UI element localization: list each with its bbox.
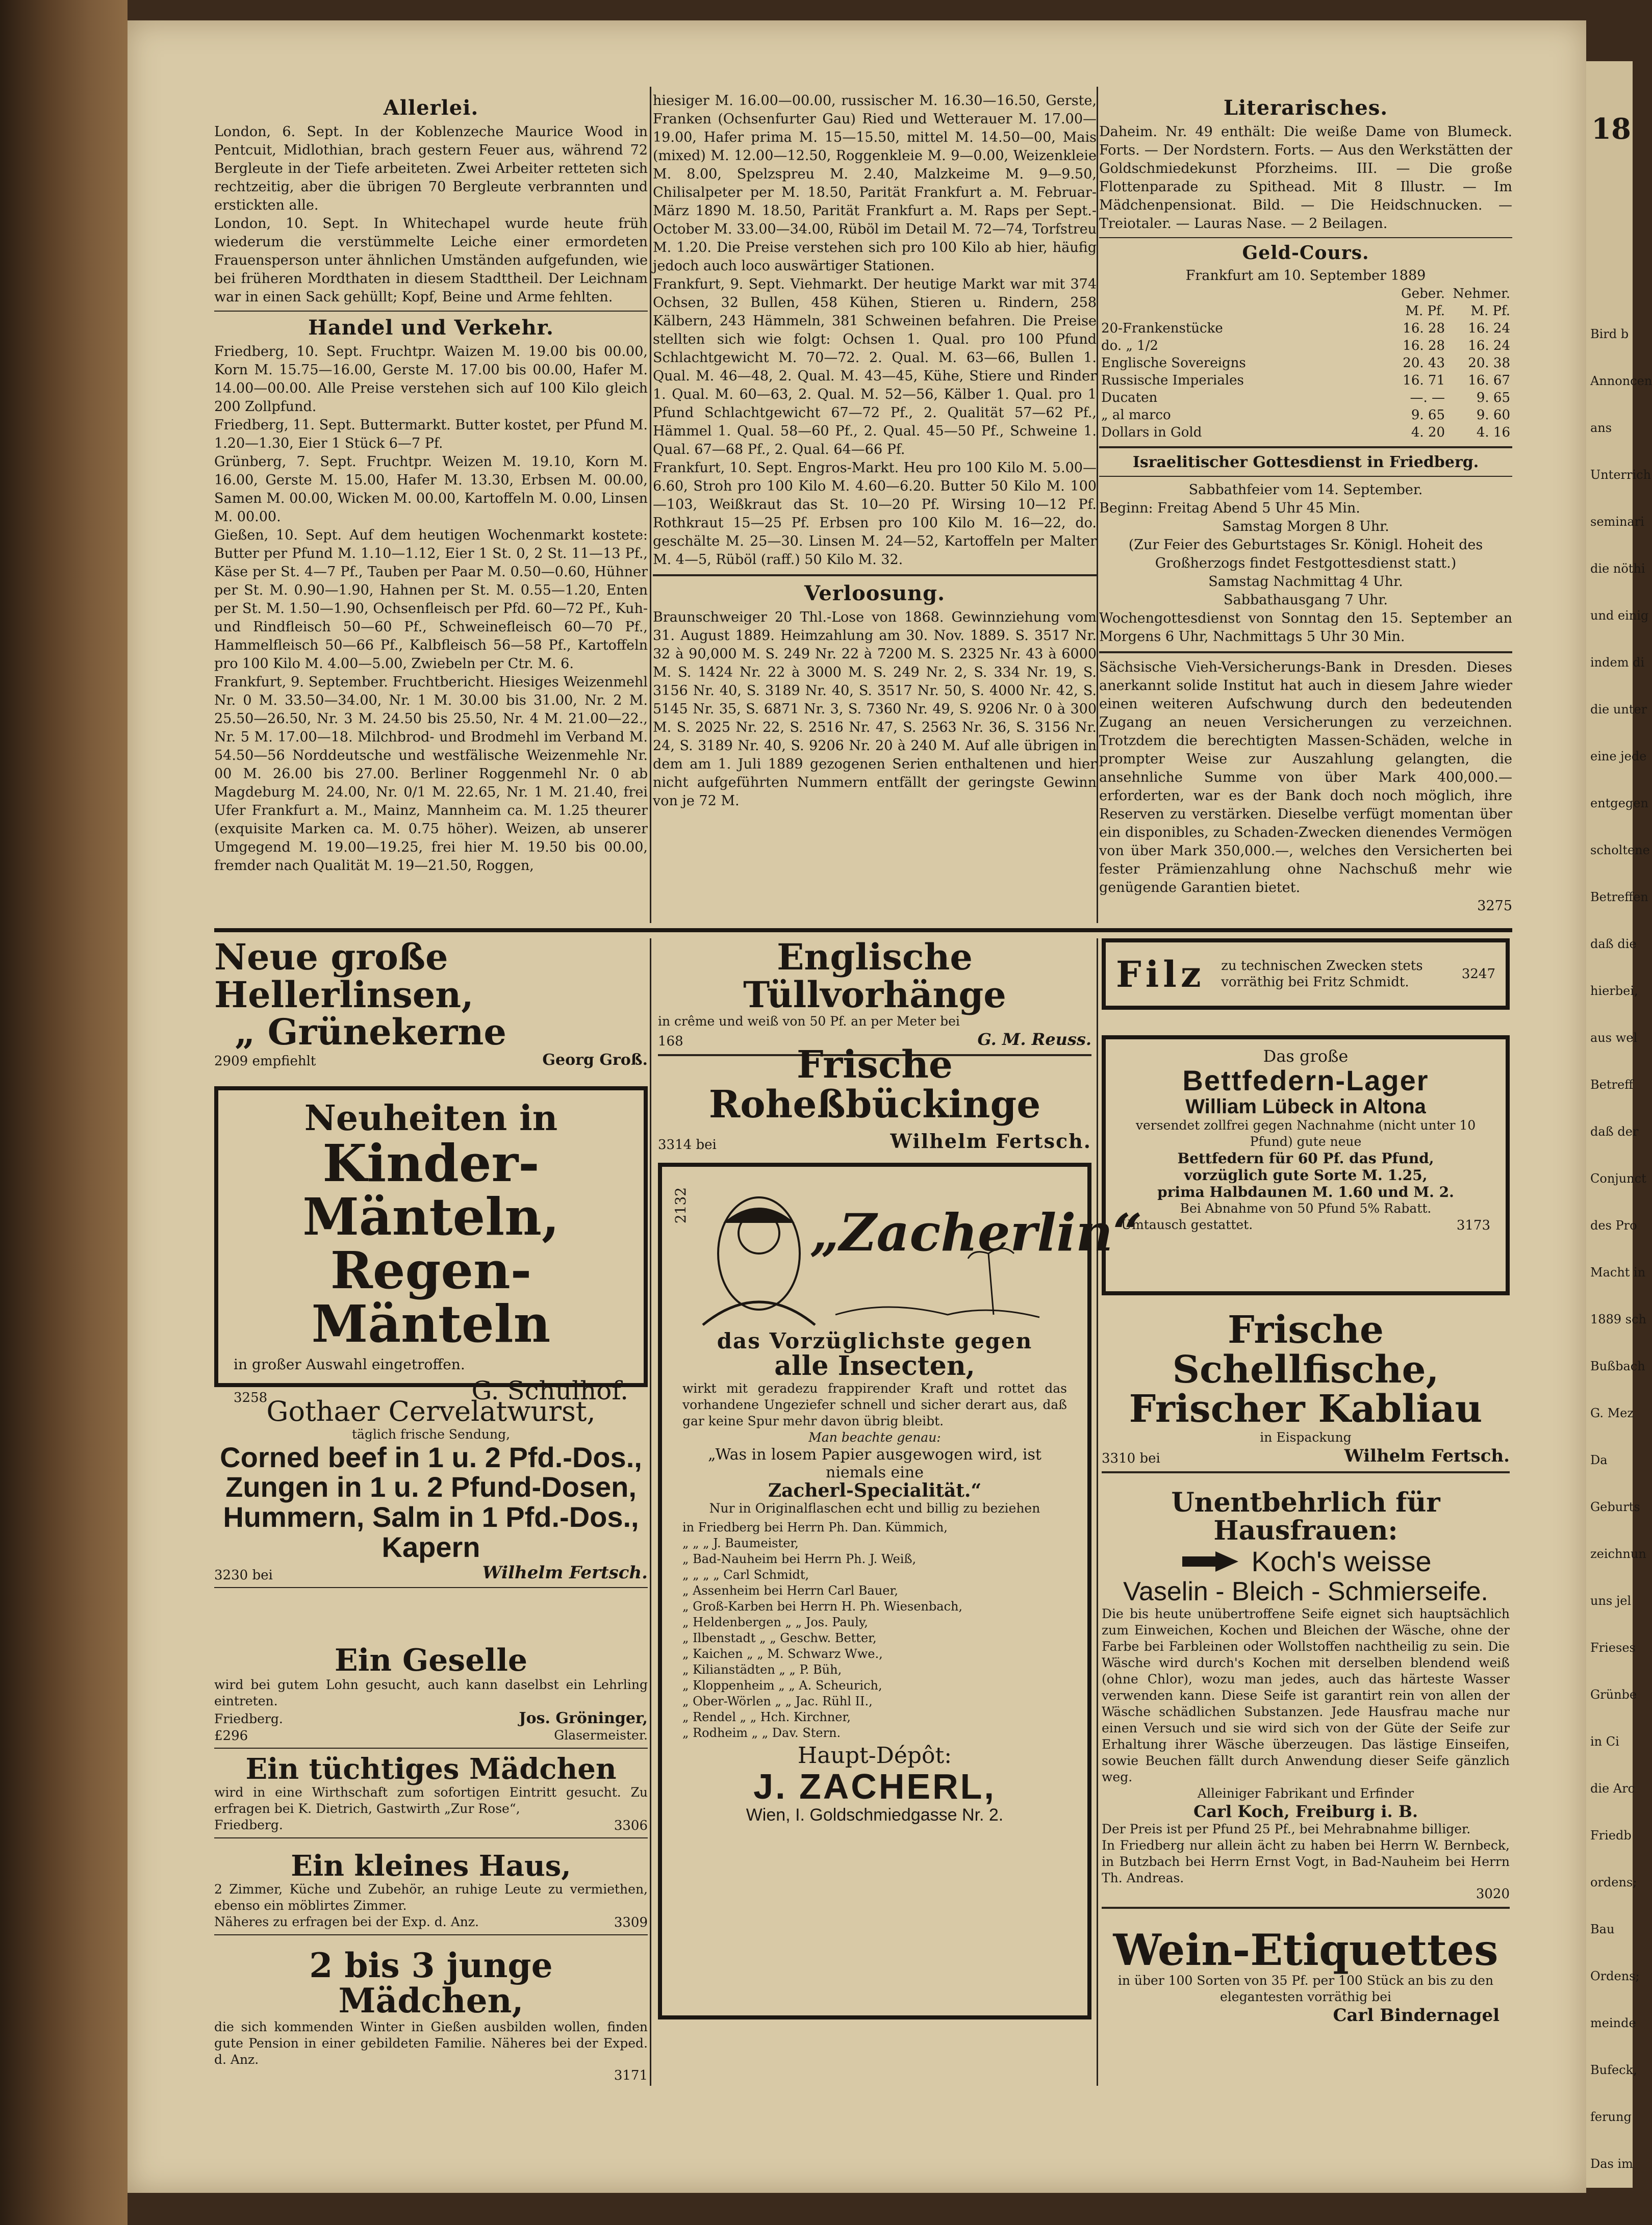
list-item: „ Kloppenheim „ „ A. Scheurich,: [682, 1678, 882, 1693]
vieh-bank-text: Sächsische Vieh-Versicherungs-Bank in Dresden. Dieses anerkannt solide Institut hat auch in diesem Jahre wieder einen weiteren Aufschwung durch den bedeutenden Zugang an neuen Versicherungen zu verzeichnen. Trotzdem die berechtigten Massen-Schäden, welche in prompter Weise zur Auszahlung gelangten, die ansehnliche Summe von über Mark 400,000.— erforderten, war es der Bank doch noch möglich, ihre Reserven zu verstärken. Dieselbe verfügt momentan über ein disponibles, zu Schaden-Zwecken dienendes Vermögen von über Mark 350,000.—, welches den Versicherten bei fester Prämienzahlung ohne Nachschuß mehr wie genügende Garantien bietet.: [1099, 659, 1512, 896]
ad-text: Haupt-Dépôt:: [797, 1743, 952, 1769]
literarisches-title: Literarisches.: [1223, 96, 1388, 120]
ad-headline: Unentbehrlich für Hausfrauen:: [1171, 1487, 1440, 1546]
nehmer-value: 16. 67: [1468, 373, 1510, 388]
handel-continued: hiesiger M. 16.00—00.00, russischer M. 16.30—16.50, Gerste, Franken (Ochsenfurter Gau) Ried und Wetterauer M. 17.00—19.00, Hafer prima M. 15—15.50, mittel M. 14.50—00, Mais (mixed) M. 12.00—12.50, Roggenkleie M. 9—0.00, Weizenkleie M. 8.00, Spelzspreu M. 2.40, Malzkeime M. 9—9.50, Chilisalpeter per M. 18.50, Parität Frankfurt a. M. Februar-März 1890 M. 18.50, Parität Frankfurt a. M. Raps per Sept.-October M. 33.00—34.00, Rüböl im Detail M. 72—74, Torfstreu M. 1.20. Die Preise verstehen sich pro 100 Kilo ab hier, häufig jedoch auch loco auswärtiger Stationen.: [653, 93, 1097, 274]
edge-fragment: ordens;: [1590, 1875, 1637, 1889]
ad-address: Wien, I. Goldschmiedgasse Nr. 2.: [746, 1805, 1004, 1825]
divider: [214, 311, 648, 312]
ad-text: Bei Abnahme von 50 Pfund 5% Rabatt.: [1180, 1200, 1432, 1216]
table-row: [1099, 354, 1512, 372]
column-divider: [650, 87, 651, 923]
geld-cours-table: [1099, 285, 1512, 441]
geber-value: 16. 28: [1403, 338, 1445, 353]
ad-number: 3310: [1102, 1451, 1136, 1467]
edge-fragment: Frieses: [1590, 1641, 1636, 1655]
table-row: [1099, 285, 1512, 302]
edge-fragment: Bufeck,: [1590, 2063, 1637, 2077]
edge-fragment: Annoncen: [1590, 374, 1652, 388]
edge-fragment: und einig: [1590, 608, 1649, 623]
edge-fragment: meinde: [1590, 2016, 1636, 2030]
edge-fragment: des Pro: [1590, 1218, 1637, 1233]
column-header: Nehmer.: [1453, 286, 1510, 301]
column-divider: [1097, 938, 1098, 2086]
ad-number: 3306: [614, 1818, 648, 1833]
ad-text: bei: [1139, 1451, 1160, 1467]
divider: [214, 1837, 648, 1838]
edge-fragment: in Ci: [1590, 1734, 1619, 1749]
gottesdienst-line: Sabbathausgang 7 Uhr.: [1224, 592, 1388, 608]
list-item: „ Assenheim bei Herrn Carl Bauer,: [682, 1583, 898, 1598]
geber-value: 4. 20: [1411, 425, 1445, 440]
ad-headline: 2 bis 3 junge Mädchen,: [309, 1946, 553, 2021]
ad-location: Friedberg.: [214, 1817, 283, 1832]
divider: [1099, 446, 1512, 448]
table-row: [1099, 424, 1512, 441]
geld-cours-subtitle: Frankfurt am 10. September 1889: [1185, 268, 1426, 284]
ad-bueckinge: [658, 1045, 1091, 1153]
currency-name: Englische Sovereigns: [1101, 355, 1246, 371]
verloosung-text: Braunschweiger 20 Thl.-Lose von 1868. Gewinnziehung vom 31. August 1889. Heimzahlung am 30. Nov. 1889. S. 3517 Nr. 32 à 90,000 M. S. 249 Nr. 22 à 7200 M. S. 2325 Nr. 43 à 6000 M. S. 1424 Nr. 22 à 3000 M. S. 249 Nr. 2, S. 334 Nr. 19, S. 3156 Nr. 40, S. 3189 Nr. 40, S. 3517 Nr. 50, S. 4000 Nr. 42, S. 5145 Nr. 35, S. 6871 Nr. 3, S. 7360 Nr. 49, S. 9206 Nr. 0 à 300 M. S. 2025 Nr. 22, S. 2516 Nr. 47, S. 2563 Nr. 36, S. 3156 Nr. 24, S. 3189 Nr. 40, S. 9206 Nr. 20 à 240 M. Auf alle übrigen in dem am 1. Juli 1889 gezogenen Serien enthaltenen und hier nicht aufgeführten Nummern entfällt der geringste Gewinn von je 72 M.: [653, 609, 1097, 809]
edge-fragment: Conjunct: [1590, 1171, 1646, 1186]
ad-filz: [1102, 938, 1510, 1010]
edge-fragment: 1889 sch: [1590, 1312, 1646, 1326]
edge-fragment: Ordens;: [1590, 1969, 1640, 1983]
handel-text-1: Friedberg, 10. Sept. Fruchtpr. Waizen M. 19.00 bis 00.00, Korn M. 15.75—16.00, Gerste M. 17.00 bis 00.00, Hafer M. 14.00—00.00. Alle Preise verstehen sich auf 100 Kilo gleich 200 Zollpfund.: [214, 344, 648, 415]
allerlei-title: Allerlei.: [383, 96, 479, 120]
ad-headline: Kapern: [382, 1531, 480, 1564]
list-item: „ „ „ J. Baumeister,: [682, 1536, 799, 1551]
ad-headline: Neuheiten in: [304, 1098, 558, 1139]
edge-fragment: Bau: [1590, 1922, 1615, 1936]
ad-headline: „Zacherlin“: [810, 1203, 1142, 1263]
ad-number: 3258: [234, 1390, 268, 1406]
book-binding: [0, 0, 128, 2225]
list-item: „ Bad-Nauheim bei Herrn Ph. J. Weiß,: [682, 1552, 917, 1567]
ad-headline: Koch's weisse: [1251, 1545, 1432, 1578]
edge-fragment: hierbei,: [1590, 984, 1638, 998]
geber-value: 20. 43: [1403, 355, 1445, 371]
list-item: „ Kaichen „ „ M. Schwarz Wwe.,: [682, 1647, 883, 1661]
gottesdienst-line: Beginn: Freitag Abend 5 Uhr 45 Min.: [1099, 500, 1360, 516]
edge-fragment: scholtene: [1590, 843, 1650, 857]
ad-merchant: Wilhelm Fertsch.: [482, 1562, 648, 1583]
column-unit: M. Pf.: [1405, 303, 1445, 319]
ad-headline: Corned beef in 1 u. 2 Pfd.-Dos.,: [220, 1441, 642, 1473]
table-row: [1099, 389, 1512, 406]
ad-text: zu technischen Zwecken stets vorräthig bei Fritz Schmidt.: [1221, 958, 1423, 990]
ad-number: 168: [658, 1034, 683, 1049]
ad-headline: Kinder-Mänteln,: [302, 1133, 560, 1247]
ad-text: prima Halbdaunen M. 1.60 und M. 2.: [1157, 1183, 1454, 1200]
list-item: „ Ober-Wörlen „ „ Jac. Rühl II.,: [682, 1694, 873, 1709]
geber-value: 16. 71: [1403, 373, 1445, 388]
ad-text: „Was in losem Papier ausgewogen wird, ist niemals eine: [708, 1445, 1041, 1481]
geber-value: 9. 65: [1411, 407, 1445, 423]
ad-text: Nur in Originalflaschen echt und billig zu beziehen: [709, 1501, 1040, 1516]
ad-text: Umtausch gestattet.: [1121, 1217, 1253, 1232]
ad-headline: Bettfedern-Lager: [1182, 1064, 1429, 1096]
ad-number: 3020: [1476, 1886, 1510, 1902]
edge-fragment: Macht in: [1590, 1265, 1646, 1280]
divider: [214, 1587, 648, 1588]
currency-name: Dollars in Gold: [1101, 425, 1202, 440]
edge-fragment: Da: [1590, 1453, 1608, 1467]
table-row: [1099, 372, 1512, 389]
ad-text: Der Preis ist per Pfund 25 Pf., bei Mehrabnahme billiger.: [1102, 1821, 1471, 1836]
ad-number: 3309: [614, 1914, 648, 1930]
ad-headline: Ein tüchtiges Mädchen: [245, 1752, 617, 1786]
ad-headline: Wein-Etiquettes: [1113, 1925, 1498, 1975]
ad-text: Glasermeister.: [554, 1728, 648, 1743]
list-item: „ Groß-Karben bei Herrn H. Ph. Wiesenbach,: [682, 1599, 963, 1614]
divider: [1099, 651, 1512, 653]
ad-merchant: Wilhelm Fertsch.: [1344, 1446, 1510, 1467]
edge-fragment: Betreff: [1590, 1078, 1634, 1092]
handel-title: Handel und Verkehr.: [308, 316, 554, 340]
geber-value: —. —: [1410, 390, 1445, 405]
ad-text: bei: [696, 1137, 717, 1153]
ad-text: Das große: [1263, 1046, 1349, 1066]
geber-value: 16. 28: [1403, 321, 1445, 336]
ad-text: wird in eine Wirthschaft zum sofortigen Eintritt gesucht. Zu erfragen bei K. Dietrich, Gastwirth „Zur Rose“,: [214, 1784, 648, 1816]
ad-merchant: Carl Bindernagel: [1333, 2005, 1499, 2026]
handel-text-3: Grünberg, 7. Sept. Fruchtpr. Weizen M. 19.10, Korn M. 16.00, Gerste M. 15.00, Hafer M. 13.30, Erbsen M. 00.00, Samen M. 00.00, Wicken M. 00.00, Kartoffeln M. 0.00, Linsen M. 00.00.: [214, 454, 648, 525]
ad-schellfische: [1102, 1308, 1510, 1478]
column-unit: M. Pf.: [1470, 303, 1510, 319]
ad-headline: Frischer Kabliau: [1129, 1387, 1483, 1431]
ad-schulhof: [214, 1086, 648, 1406]
list-item: „ Heldenbergen „ „ Jos. Pauly,: [682, 1615, 868, 1630]
edge-fragment: ferung: [1590, 2110, 1632, 2124]
ad-headline: Frische Schellfische,: [1172, 1308, 1439, 1392]
edge-fragment: Unterrich: [1590, 468, 1651, 482]
ad-text: in über 100 Sorten von 35 Pf. per 100 Stück an bis zu den elegantesten vorräthig bei: [1117, 1973, 1494, 2005]
nehmer-value: 9. 65: [1476, 390, 1510, 405]
ad-number: 3171: [614, 2067, 648, 2083]
edge-fragment: indem di: [1590, 655, 1645, 670]
column-divider: [650, 938, 651, 2086]
edge-fragment: zeichnun: [1590, 1547, 1646, 1561]
allerlei-text-1: London, 6. Sept. In der Koblenzeche Maurice Wood in Pentcuit, Midlothian, brach gestern Feuer aus, während 72 Bergleute in der Tiefe arbeiteten. Zwei Arbeiter retteten sich rechtzeitig, aber die übrigen 70 Bergleute verbrannten und erstickten alle.: [214, 124, 648, 213]
divider: [1099, 476, 1512, 477]
ad-merchant: Carl Koch, Freiburg i. B.: [1193, 1801, 1418, 1821]
edge-fragment: ans: [1590, 421, 1612, 435]
currency-name: Russische Imperiales: [1101, 373, 1244, 388]
ad-headline: Vaselin - Bleich - Schmierseife.: [1123, 1577, 1488, 1607]
edge-fragment: die nöthi: [1590, 561, 1645, 576]
ad-text: Alleiniger Fabrikant und Erfinder: [1197, 1785, 1414, 1801]
list-item: „ Ilbenstadt „ „ Geschw. Better,: [682, 1631, 877, 1646]
ad-headline: Ein Geselle: [334, 1643, 528, 1678]
ad-text: In Friedberg nur allein ächt zu haben bei Herrn W. Bernbeck, in Butzbach bei Herrn Ernst Vogt, in Bad-Nauheim bei Herrn Th. Andreas.: [1102, 1837, 1510, 1885]
ad-merchant: Georg Groß.: [542, 1051, 648, 1069]
list-item: „ Kilianstädten „ „ P. Büh,: [682, 1663, 842, 1677]
ad-haus: [214, 1851, 648, 1939]
divider: [214, 1934, 648, 1935]
allerlei-text-2: London, 10. Sept. In Whitechapel wurde heute früh wiederum die verstümmelte Leiche einer ermordeten Frauensperson unter ähnlichen Umständen aufgefunden, wie bei früheren Mordthaten in diesem Stadttheil. Der Leichnam war in einen Sack gehüllt; Kopf, Beine und Arme fehlten.: [214, 216, 648, 305]
edge-fragment: die unter: [1590, 702, 1647, 717]
ad-junge-maedchen: [214, 1948, 648, 2083]
edge-fragment: G. Mez: [1590, 1406, 1634, 1420]
adjacent-page-edge: [1586, 61, 1652, 2188]
nehmer-value: 4. 16: [1476, 425, 1510, 440]
edge-fragment: entgegen: [1590, 796, 1648, 810]
edge-fragment: die Arc: [1590, 1781, 1635, 1796]
ad-fertsch-cervelat: [214, 1397, 648, 1592]
ad-number: 2909: [214, 1053, 248, 1069]
gottesdienst-title: Israelitischer Gottesdienst in Friedberg.: [1132, 453, 1479, 471]
ad-headline: Regen-Mänteln: [311, 1240, 551, 1354]
ad-number: £296: [214, 1728, 248, 1744]
column-divider: [1097, 87, 1098, 923]
ad-headline: Filz: [1116, 953, 1205, 995]
ad-text: bei: [252, 1567, 273, 1583]
edge-fragment: Das im: [1590, 2157, 1633, 2171]
literarisches-text: Daheim. Nr. 49 enthält: Die weiße Dame von Blumeck. Forts. — Der Nordstern. Forts. — Aus den Werkstätten der Goldschmiedekunst Pforzheims. III. — Die große Flottenparade zu Spithead. Mit 8 Illustr. — Im Mädchenpensionat. Bild. — Die Heidschnucken. — Treiotaler. — Lauras Nase. — 2 Beilagen.: [1099, 124, 1512, 232]
gottesdienst-line: Samstag Nachmittag 4 Uhr.: [1208, 574, 1403, 590]
list-item: „ Rendel „ „ Hch. Kirchner,: [682, 1710, 851, 1725]
edge-fragment: Friedb: [1590, 1828, 1632, 1843]
newspaper-page: [128, 20, 1586, 2193]
ad-headline: Englische Tüllvorhänge: [743, 936, 1006, 1016]
ad-text: in großer Auswahl eingetroffen.: [234, 1356, 465, 1373]
pointing-hand-icon: [1180, 1549, 1241, 1574]
currency-name: Ducaten: [1101, 390, 1158, 405]
ad-hellerlinsen: [214, 938, 648, 1069]
divider: [1102, 1471, 1510, 1473]
currency-name: 20-Frankenstücke: [1101, 321, 1223, 336]
ad-text: Näheres zu erfragen bei der Exp. d. Anz.: [214, 1914, 479, 1929]
ad-merchant: G. Schulhof.: [471, 1376, 628, 1406]
ad-headline: das Vorzüglichste gegen: [717, 1328, 1033, 1353]
divider: [214, 1748, 648, 1749]
nehmer-value: 16. 24: [1468, 338, 1510, 353]
ad-koch-seife: [1102, 1489, 1510, 1914]
table-row: [1099, 320, 1512, 337]
ad-text: Die bis heute unübertroffene Seife eignet sich hauptsächlich zum Einweichen, Kochen und Bleichen der Wäsche, ohne der Farbe bei Farbleinen oder Wollstoffen nachtheilig zu sein. Die Wäsche wird durch's Kochen mit derselben blendend weiß (ohne Chlor), wozu man jedes, auch das härteste Wasser verwenden kann. Diese Seife ist garantirt rein von allen der Wäsche schädlichen Substanzen. Jede Hausfrau mache nur einen Versuch und sie wird sich von der Güte der Seife zur Erhaltung ihrer Wäsche überzeugen. Das lästige Einseifen, sowie Beuchen fällt durch Anwendung dieser Seife gänzlich weg.: [1102, 1606, 1510, 1784]
ad-text: empfiehlt: [252, 1053, 316, 1069]
ad-number: 3173: [1456, 1217, 1490, 1233]
ad-number: 3314: [658, 1137, 692, 1153]
edge-fragment: aus wel: [1590, 1031, 1638, 1045]
table-row: [1099, 406, 1512, 424]
edge-fragment: Bird b: [1590, 327, 1629, 341]
nehmer-value: 9. 60: [1476, 407, 1510, 423]
ad-text: Zacherl-Specialität.“: [768, 1479, 982, 1501]
gottesdienst-line: Sabbathfeier vom 14. September.: [1188, 482, 1423, 498]
ad-headline: Ein kleines Haus,: [291, 1849, 571, 1883]
gottesdienst-line: Samstag Morgen 8 Uhr.: [1222, 519, 1389, 534]
column-2: [653, 92, 1097, 810]
ad-bettfedern: [1102, 1035, 1510, 1295]
handel-text-5: Frankfurt, 9. September. Fruchtbericht. Hiesiges Weizenmehl Nr. 0 M. 33.50—34.00, Nr. 1 M. 30.00 bis 31.00, Nr. 2 M. 25.50—26.50, Nr. 3 M. 24.50 bis 25.50, Nr. 4 M. 21.00—22., Nr. 5 M. 17.00—18. Milchbrod- und Brodmehl im Verband M. 54.50—56 Norddeutsche und westfälische Weizenmehle Nr. 00 M. 26.00 bis 27.00. Berliner Roggenmehl Nr. 0 ab Magdeburg M. 24.00, Nr. 0/1 M. 22.65, Nr. 1 M. 21.40, frei Ufer Frankfurt a. M., Mainz, Mannheim ca. M. 1.25 theurer (exquisite Marken ca. M. 0.75 höher). Weizen, ab unserer Umgegend M. 19.00—19.25, frei hier M. 19.50 bis 00.00, fremder nach Qualität M. 19—21.50, Roggen,: [214, 674, 648, 874]
edge-fragment: Betreffen: [1590, 890, 1648, 904]
ad-text: die sich kommenden Winter in Gießen ausbilden wollen, finden gute Pension in einer gebildeten Familie. Näheres bei der Exped. d. Anz.: [214, 2019, 648, 2067]
edge-fragment: daß die: [1590, 937, 1637, 951]
edge-fragment: seminari: [1590, 515, 1644, 529]
ad-merchant: G. M. Reuss.: [977, 1030, 1091, 1049]
ad-text: in Eispackung: [1260, 1430, 1352, 1445]
engros-text: Frankfurt, 10. Sept. Engros-Markt. Heu pro 100 Kilo M. 5.00—6.60, Stroh pro 100 Kilo M. 4.60—6.20. Butter 50 Kilo M. 100—103, Weißkraut das St. 10—20 Pf. Wirsing 10—12 Pf. Rothkraut 15—25 Pf. Erbsen pro 100 Kilo M. 16—22, do. geschälte M. 25—30. Linsen M. 24—52, Kartoffeln per Malter M. 4—5, Rüböl (raff.) 50 Kilo M. 32.: [653, 460, 1097, 568]
edge-fragment: Grünbe: [1590, 1687, 1637, 1702]
section-divider: [214, 928, 1512, 932]
ad-merchant: William Lübeck in Altona: [1185, 1095, 1426, 1118]
handel-text-2: Friedberg, 11. Sept. Buttermarkt. Butter kostet, per Pfund M. 1.20—1.30, Eier 1 Stück 6—7 Pf.: [214, 417, 648, 451]
divider: [1099, 237, 1512, 238]
ad-text: vorzüglich gute Sorte M. 1.25,: [1184, 1166, 1428, 1184]
ad-wein-etiquettes: [1102, 1925, 1510, 2026]
zacherlin-logo: [682, 1177, 1142, 1330]
page-number: 18: [1591, 112, 1631, 146]
edge-fragment: uns jel: [1590, 1594, 1632, 1608]
ad-headline: Gothaer Cervelatwurst,: [266, 1395, 596, 1427]
ad-text: Bettfedern für 60 Pf. das Pfund,: [1177, 1149, 1434, 1167]
ad-headline: „ Grünekerne: [235, 1011, 506, 1053]
column-1: [214, 92, 648, 875]
ad-maedchen: [214, 1754, 648, 1843]
column-header: Geber.: [1401, 286, 1445, 301]
ad-merchant: Jos. Gröninger,: [519, 1709, 648, 1727]
handel-text-4: Gießen, 10. Sept. Auf dem heutigen Wochenmarkt kostete: Butter per Pfund M. 1.10—1.12, Eier 1 St. 0, 2 St. 11—13 Pf., Käse per St. 4—7 Pf., Tauben per Paar M. 0.50—0.60, Hühner per St. M. 0.90—1.90, Hahnen per St. M. 0.55—1.20, Enten per St. M. 1.50—1.90, Ochsenfleisch per Pfd. 60—72 Pf., Kuh- und Rindfleisch 50—60 Pf., Schweinefleisch 60—70 Pf., Hammelfleisch 50—66 Pf., Kalbfleisch 56—58 Pf., Kartoffeln pro 100 Kilo M. 4.00—5.00, Zwiebeln per Ctr. M. 6.: [214, 527, 648, 672]
ad-headline: Frische Roheßbückinge: [708, 1043, 1041, 1127]
ad-text: Man beachte genau:: [808, 1429, 941, 1445]
retailer-list: [682, 1520, 1067, 1741]
edge-fragment: Bußbach: [1590, 1359, 1645, 1373]
viehmarkt-text: Frankfurt, 9. Sept. Viehmarkt. Der heutige Markt war mit 374 Ochsen, 32 Bullen, 458 Kühen, Stieren u. Rindern, 258 Kälbern, 243 Hämmeln, 381 Schweinen befahren. Die Preise stellten sich wie folgt: Ochsen 1. Qual. pro 100 Pfund Schlachtgewicht M. 70—72. 2. Qual. M. 63—66, Bullen 1. Qual. M. 46—48, 2. Qual. M. 43—45, Kühe, Stiere und Rinder 1. Qual. M. 60—63, 2. Qual. M. 52—56, Kälber 1. Qual. pro 1 Pfund Schlachtgewicht 67—72 Pf., 2. Qualität 57—62 Pf., Hämmel 1. Qual. 58—60 Pf., 2. Qual. 45—50 Pf., Schweine 1. Qual. 67—68 Pf., 2. Qual. 64—66 Pf.: [653, 276, 1097, 457]
currency-name: do. „ 1/2: [1101, 338, 1158, 353]
ad-text: in crême und weiß von 50 Pf. an per Meter bei: [658, 1014, 960, 1029]
ad-headline: Hummern, Salm in 1 Pfd.-Dos.,: [223, 1501, 639, 1533]
column-3: [1099, 92, 1512, 915]
divider: [1102, 1907, 1510, 1909]
list-item: „ „ „ „ Carl Schmidt,: [682, 1568, 809, 1582]
ad-number: 3230: [214, 1567, 248, 1583]
ad-text: 2 Zimmer, Küche und Zubehör, an ruhige Leute zu vermiethen, ebenso ein möblirtes Zimmer.: [214, 1881, 648, 1913]
ad-text: wirkt mit geradezu frappirender Kraft und rottet das vorhandene Ungeziefer schnell und sicher derart aus, daß gar keine Spur mehr davon übrig bleibt.: [682, 1380, 1067, 1428]
verloosung-title: Verloosung.: [804, 581, 946, 605]
nehmer-value: 16. 24: [1468, 321, 1510, 336]
ad-headline: Neue große Hellerlinsen,: [214, 936, 474, 1016]
edge-fragment: eine jede: [1590, 749, 1647, 763]
edge-fragment: Geburts: [1590, 1500, 1640, 1514]
ad-headline: alle Insecten,: [774, 1350, 975, 1382]
nehmer-value: 20. 38: [1468, 355, 1510, 371]
currency-name: „ al marco: [1101, 407, 1171, 423]
ad-text: versendet zollfrei gegen Nachnahme (nicht unter 10 Pfund) gute neue: [1135, 1117, 1476, 1149]
geld-cours-title: Geld-Cours.: [1242, 242, 1369, 264]
edge-fragment: daß der: [1590, 1124, 1639, 1139]
ad-number: 3275: [1477, 898, 1512, 914]
ad-number: 3247: [1461, 966, 1495, 982]
list-item: „ Rodheim „ „ Dav. Stern.: [682, 1726, 841, 1741]
ad-headline: Zungen in 1 u. 2 Pfund-Dosen,: [225, 1471, 637, 1503]
ad-number: 2132: [672, 1187, 689, 1224]
divider: [653, 574, 1097, 576]
ad-text: täglich frische Sendung,: [351, 1426, 511, 1442]
list-item: in Friedberg bei Herrn Ph. Dan. Kümmich,: [682, 1520, 948, 1535]
ad-merchant: J. ZACHERL,: [753, 1766, 996, 1806]
ad-merchant: Wilhelm Fertsch.: [890, 1130, 1091, 1153]
ad-location: Friedberg.: [214, 1711, 283, 1726]
table-row: [1099, 302, 1512, 320]
table-row: [1099, 337, 1512, 354]
ad-text: wird bei gutem Lohn gesucht, auch kann daselbst ein Lehrling eintreten.: [214, 1677, 648, 1708]
gottesdienst-line: Wochengottesdienst von Sonntag den 15. September an Morgens 6 Uhr, Nachmittags 5 Uhr 30 Min.: [1099, 610, 1512, 645]
ad-geselle: [214, 1645, 648, 1753]
gottesdienst-line: (Zur Feier des Geburtstages Sr. Königl. Hoheit des Großherzogs findet Festgottesdienst statt.): [1128, 537, 1483, 571]
